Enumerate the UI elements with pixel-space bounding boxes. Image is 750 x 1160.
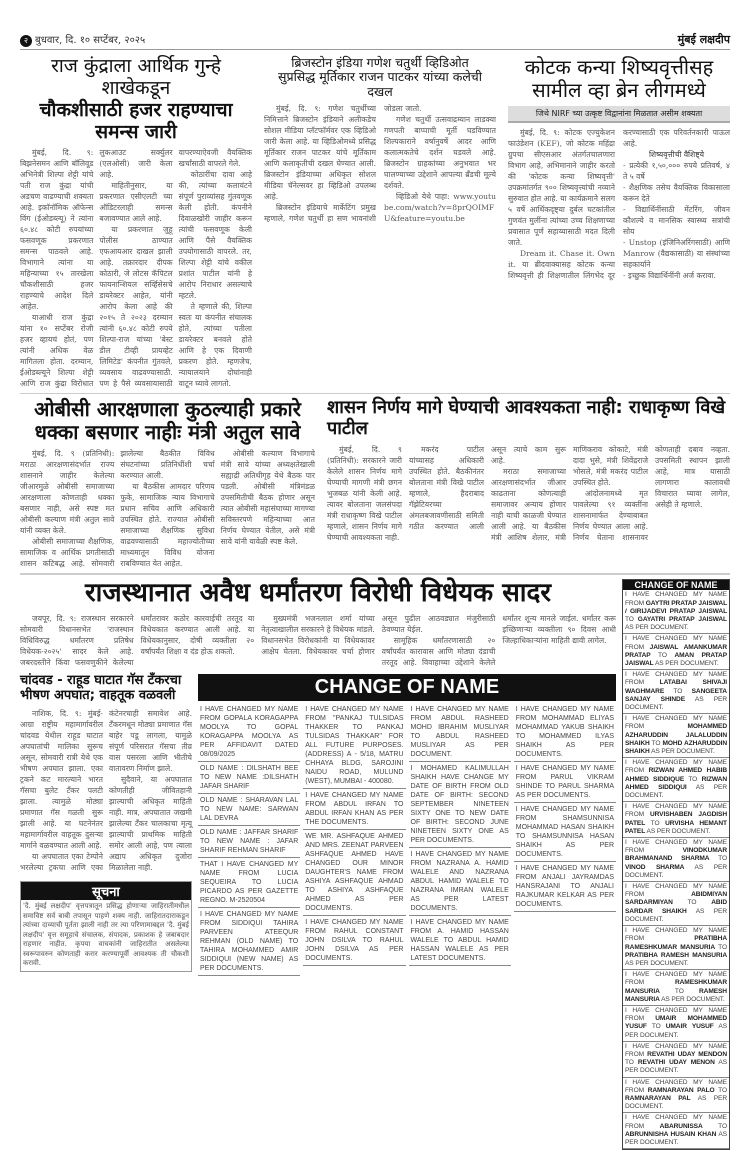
change-of-name-title: CHANGE OF NAME [198, 674, 616, 701]
ad-text: REVATHI UDAY MENON [637, 1059, 715, 1067]
classified-ad: I HAVE CHANGED MY NAME FROM RAHUL CONSTANT JOHN DSILVA TO RAHUL JOHN DSILVA AS PER DOCUMENTS. [303, 916, 405, 966]
paragraph: जयपूर, दि. ९: राजस्थान सरकारने सोमवारी विधानसभेत 'राजस्थान विधिविरुद्ध धर्मांतरण प्रतिषेध विधेयक-२०२५' सादर केले आहे. जबरदस्तीने किंवा फसवणुकीने केलेल्या धर्मांतरावर कठोर कारवाईची तरतूद या विधेयकात करण्यात आली आहे. या विधेयकानुसार, दोषी व्यक्तीला २० वर्षांपर्यंत शिक्षा व दंड होऊ शकतो. [20, 614, 255, 668]
change-of-name-sidebar [622, 579, 730, 1150]
article-shasan-nirnay [327, 398, 730, 542]
classified-ad: WE MR. ASHFAQUE AHMED AND MRS. ZEENAT PARVEEN ASHFAQUE AHMED HAVE CHANGED OUR MINOR DAUGHTER'S NAME FROM ASHIYA ASHFAQUE AHMAD TO ASHIYA ASHFAQUE AHMED AS PER DOCUMENTS. [303, 830, 405, 916]
ad-text: UMAIR YUSUF [665, 1023, 714, 1031]
ad-text: MOHD AZHARUDDIN SHAIKH [625, 739, 727, 756]
article-rajasthan [20, 579, 616, 668]
ad-text: JAISWAL AMANKUMAR PRATAP [625, 643, 727, 659]
ad-text: MOHAMMED AZHARUDDIN JALALUDDIN SHAIKH [625, 723, 727, 747]
ad-text: URVISHABEN JAGDISH PATEL [625, 811, 728, 827]
ad-text: RAMNARAYAN PAL [625, 1094, 691, 1102]
article-bridgestone [264, 56, 496, 224]
classified-ads-list [623, 590, 729, 1149]
classified-ads-list [198, 703, 616, 976]
date-text: बुधवार, दि. १० सप्टेंबर, २०२५ [35, 35, 146, 46]
ad-text: TO [718, 943, 727, 951]
ad-text: AS PER DOCUMENT. [625, 1094, 727, 1111]
paragraph: याआधी राज कुंद्रा यांना १० सप्टेंबर रोजी हजर व्हायचं होतं, पण त्यांनी अधिक वेळ मागितला होता. दरम्यान, ईओडब्ल्यूने शिल्पा शेट्टी आणि राज कुंद्रा विरोधात लुकआउट सर्क्युलर (एलओसी) जारी केला आहे. [20, 148, 173, 389]
ad-text: TO [625, 615, 638, 623]
paragraph: Dream it. Chase it. Own it. या ब्रीदवाक्यासह कोटक कन्या शिष्यवृत्ती ही शिक्षणातील लिंगभेद दूर करण्यासाठी एक परिवर्तनकारी पाऊल आहे. [508, 128, 730, 280]
article-kotak [508, 56, 730, 281]
article-body [20, 147, 252, 389]
masthead: मुंबई लक्षदीप [677, 33, 730, 46]
classified-ad [623, 838, 729, 882]
paragraph: गणेश चतुर्थी उत्सवाद्रम्यान लाडक्या गणपती बाप्पाची मूर्ती घडविण्यात शिल्पकाराने वर्षानुवर्षे आदर आणि कलात्मकतेचे दर्शन घडवले आहे. ब्रिजस्टोन ग्राहकांच्या अनुभवात भर घालण्याच्या उद्देशाने आपल्या ब्रँडची मूल्ये दर्शवते. [384, 115, 496, 191]
notice-text: 'दै. मुंबई लक्षदीप' वृत्तपत्रातून प्रसिद्ध होणाऱ्या जाहिरातीमधील समाविष्ट सर्व बाबी तपासून पाहणे शक्य नाही. जाहिरातदाराकडून त्यांच्या दाव्याची पूर्तता झाली नाही तर त्या परिणामाबद्दल 'दै. मुंबई लक्षदीप' वृत्त समूहाचे संचालक, संपादक, प्रकाशक हे जबाबदार राहणार नाहीत. कृपया वाचकांनी जाहिरातीत असलेल्या स्वरूपावरुन कोणताही करार करण्यापूर्वी आवश्यक ती चौकशी करावी. [23, 902, 189, 968]
paragraph: नाशिक, दि. ९: मुंबई-आग्रा राष्ट्रीय महामार्गावरील चांदवड येथील राहूड घाटात अपघातांची मालिका सुरूच असून, सोमवारी रात्री येथे एक भीषण अपघात झाला. एका ट्रकने कट मारल्याने भारत गॅसचा बुलेट टँकर पलटी झाला. त्यामुळे मोठ्या प्रमाणात गॅस गळती सुरू झाली आहे. या घटनेनंतर महामार्गावरील वाहतूक दुसऱ्या मार्गाने वळवण्यात आली आहे. [20, 709, 103, 851]
classified-ad: I HAVE CHANGED MY NAME FROM SHAMSUNNISA MOHAMMAD HASAN SHAIKH TO SHAMSUNNISA HASAN SHAIKH AS PER DOCUMENTS. [514, 803, 616, 862]
headline: सामील व्हा ब्रेन लीगमध्ये [532, 78, 706, 102]
classified-ad [623, 926, 729, 970]
ad-text: AS PER DOCUMENT. [625, 695, 727, 712]
ad-text: RIZWAN AHMED HABIB AHMED SIDDIQUE [625, 767, 727, 783]
ad-text: TO [651, 1023, 666, 1031]
ad-text: I HAVE CHANGED MY NAME FROM [625, 759, 727, 775]
article-obc [20, 398, 315, 569]
ad-text: ABRUNNISHA HUSAIN KHAN [625, 1130, 717, 1138]
ad-text: AS PER DOCUMENT. [625, 863, 727, 879]
classified-ad [623, 758, 729, 802]
article-body [264, 103, 496, 224]
paragraph: सामूहिक धर्मांतरणासाठी २० वर्षांपर्यंत कारावास आणि मोठ्या दंडाची तरतूद आहे. विवाहाच्या उद्देशाने केलेले धर्मांतर शून्य मानले जाईल. धर्मांतर करू इच्छिणाऱ्या व्यक्तीला ९० दिवस आधी जिल्हाधिकाऱ्यांना माहिती द्यावी लागेल. [381, 614, 616, 668]
ad-text: I HAVE CHANGED MY NAME FROM [625, 839, 727, 855]
feature-item: - शैक्षणिक तसेच वैयक्तिक विकासाला करून देते [623, 183, 730, 203]
ad-text: AS PER DOCUMENT. [654, 660, 719, 667]
classified-ad: OLD NAME : DILSHATH BEE TO NEW NAME :DILSHATH JAFAR SHARIF [198, 762, 300, 794]
classified-ad [623, 714, 729, 758]
ad-text: VINOD SHARMA [625, 863, 685, 871]
article-body [20, 613, 616, 668]
ad-text: I HAVE CHANGED MY NAME FROM [625, 927, 727, 943]
feature-item: - इच्छुक विद्यार्थिनींनी अर्ज करावा. [623, 271, 716, 280]
classified-ad: I HAVE CHANGED MY NAME FROM A. HAMID HASSAN WALELE TO ABDUL HAMID HASSAN WALELE AS PER LATEST DOCUMENTS. [409, 916, 511, 966]
headline: राज कुंद्राला आर्थिक गुन्हे शाखेकडून [51, 55, 221, 99]
left-lower-column [20, 674, 192, 971]
features-title: शिष्यवृत्तीची वैशिष्ट्ये [648, 150, 705, 159]
paragraph: मराठा समाजाच्या आरक्षणासंदर्भात जीआर काढताना कोणत्याही समाजावर अन्याय होणार नाही याची काळजी घेण्यात आली आहे. या बैठकीस मंत्री आशिष शेलार, मंत्री माणिकराव कोकाटे, मंत्री दादा भुसे, मंत्री शिवेंद्रराजे भोसले, मंत्री मकरंद पाटील उपस्थित होते. [491, 444, 648, 542]
classified-ad: I HAVE CHANGED MY NAME FROM PARUL VIKRAM SHINDE TO PARUL SHARMA AS PER DOCUMENTS. [514, 762, 616, 803]
ad-text: AS PER DOCUMENT. [625, 907, 727, 923]
classified-ad: I HAVE CHANGED MY NAME FROM ABDUL RASHEED MOHD IBRAHIM MUSLIYAR TO ABDUL RASHEED MUSLIYAR AS PER DOCUMENT. [409, 703, 511, 762]
ad-text: TO [673, 687, 692, 695]
ad-text: ABIDMIYAN SARDARMIYAN [625, 891, 727, 907]
ad-text: ABID SARDAR SHAIKH [625, 899, 727, 915]
ad-text: TO [687, 899, 712, 907]
classified-ad: I HAVE CHANGED MY NAME FROM GOPALA KORAGAPPA MOOLYA TO GOPAL KORAGAPPA MOOLYA AS PER AFFIDAVIT DATED 08/09/2025 [198, 703, 300, 762]
classified-ad: I HAVE CHANGED MY NAME FROM ABDUL IRFAN TO ABDUL IRFAN KHAN AS PER THE DOCUMENTS. [303, 789, 405, 830]
ad-text: AMAN PRATAP JAISWAL [625, 651, 727, 667]
divider [20, 573, 730, 575]
ad-text: I HAVE CHANGED MY NAME FROM [625, 635, 727, 651]
paragraph: मुंबई, दि. ९ (प्रतिनिधी): सरकारने जारी केलेले शासन निर्णय मागे घेण्याची मागणी मंत्री छगन भुजबळ यांनी केली आहे. त्यावर बोलताना जलसंपदा मंत्री राधाकृष्ण विखे पाटील म्हणाले, शासन निर्णय मागे घेण्याची आवश्यकता नाही. [327, 444, 402, 542]
notice-box [20, 881, 192, 972]
ad-text: REVATHI UDAY MENDON [647, 1050, 727, 1058]
notice-title: सूचना [21, 882, 191, 900]
classified-ad [623, 882, 729, 926]
paragraph: मकरंद पाटील यांच्यासह अधिकारी उपस्थित होते. बैठकीनंतर बोलताना मंत्री विखे पाटील म्हणाले, हैदराबाद गॅझेटियरच्या अंमलबजावणीसाठी समिती गठीत करण्यात आली असून त्याचे काम सुरू आहे. [409, 444, 566, 531]
classified-ad [623, 1078, 729, 1114]
issue-date [20, 32, 145, 47]
ad-text: TO [718, 855, 727, 863]
ad-text: AS PER DOCUMENT. [661, 995, 725, 1003]
classified-ad: I HAVE CHANGED MY NAME FROM SIDDIQUI TAHIRA PARVEEN ATEEQUR REHMAN (OLD NAME) TO TAHIRA MOHAMMED AMIR SIDDIQUI (NEW NAME) AS PER DOCUMENTS. [198, 908, 300, 976]
paragraph: या प्रकरणात जुहू पोलीस ठाण्यात एफआयआर दाखल झाली आहे. तक्रारदार दीपक कोठारी, जे लोटस कॅपिटल फायनान्शियल सर्व्हिसेसचे डायरेक्टर आहेत, यांनी आरोप केला आहे की २०१५ ते २०२३ दरम्यान त्यांनी ६०.४८ कोटी रुपये शिल्पा-राज यांच्या 'बेस्ट डील टीव्ही प्रायव्हेट लिमिटेड' कंपनीत गुंतवले, व्यवसाय वाढवण्यासाठी. पण हे पैसे व्यवसायासाठी वापरण्याऐवजी वैयक्तिक खर्चांसाठी वापरले गेले. [99, 148, 252, 389]
ad-text: AS PER DOCUMENT. [625, 1059, 728, 1075]
ad-text: VINODKUMAR BRAHMANAND SHARMA [625, 847, 727, 863]
ad-text: I HAVE CHANGED MY NAME FROM [625, 671, 727, 687]
classified-ad [623, 1006, 729, 1042]
ad-text: PRATIBHA RAMESH MANSURIA [625, 951, 727, 959]
ad-text: AS PER DOCUMENT. [625, 624, 689, 632]
paragraph: ते म्हणाले की, शिल्पा स्वतः या कंपनीत संचालक होते, त्यांच्या पतीला डायरेक्टर बनवले होते आणि हे एक दिवाणी प्रकरण होते. म्हणजेच, न्यायालयाने दोघांनाही वाटून घ्यावे लागतो. [178, 302, 252, 389]
ad-text: RAMNARAYAN PALO [647, 1086, 715, 1094]
change-of-name-classifieds [198, 674, 616, 976]
feature-item: - प्रत्येकी १,५०,००० रुपये प्रतिवर्ष, ४ ते ५ वर्षे [623, 161, 730, 181]
paragraph: ओबीसी समाजाच्या शैक्षणिक, सामाजिक व आर्थिक प्रगतीसाठी शासन कटिबद्ध आहे. सोमवारी झालेल्या बैठकीत विविध संघटनांच्या प्रतिनिधींशी चर्चा करण्यात आली. [20, 449, 215, 569]
bottom-left-lower [20, 674, 616, 976]
ad-text: I HAVE CHANGED MY NAME FROM [625, 1042, 727, 1058]
classified-ad [623, 802, 729, 838]
paragraph: ओबीसी कल्याण विभागाचे मंत्री सावे यांच्या अध्यक्षतेखाली सह्याद्री अतिथीगृह येथे बैठक पार पडली. ओबीसी मंत्रिमंडळ उपसमितीची बैठक होणार असून त्यात ओबीसी महासंघाच्या मागण्या सविस्तरपणे महिन्याच्या आत निर्णय घेण्यात येतील, असे मंत्री सावे यांनी यावेळी स्पष्ट केले. [220, 449, 315, 547]
article-kundra [20, 56, 252, 389]
middle-stories-row [20, 398, 730, 569]
ad-text: RIZWAN AHMED SIDDIQUI [625, 775, 727, 791]
ad-text: RAMESH MANSURIA [625, 987, 727, 1003]
bottom-section [20, 579, 730, 1150]
article-body [20, 448, 315, 569]
classified-ad: I HAVE CHANGED MY NAME FROM ANJALI JAYRAMDAS HANSRAJANI TO ANJALI RAJKUMAR KELKAR AS PER DOCUMENTS. [514, 862, 616, 912]
ad-text: SANGEETA SANJAY SHINDE [625, 687, 727, 703]
ad-text: AS PER DOCUMENT. [651, 748, 715, 756]
bottom-left [20, 579, 616, 976]
article-body [508, 127, 730, 281]
ad-text: AS PER DOCUMENT. [646, 827, 711, 835]
paragraph: कोठारींचा दावा आहे की, त्यांच्या कलायंटने संपूर्ण पुराव्यांसह गुंतवणूक केली होती. कंपनीने दिवाळखोरी जाहीर करून त्यांची फसवणूक केली आणि पैसे वैयक्तिक उपयोगासाठी वापरले. तर, शिल्पा शेट्टी यांचे वकील प्रशांत पाटील यांनी हे आरोप निराधार असल्याचे म्हटले. [178, 170, 252, 301]
paragraph: मुख्यमंत्री भजनलाल शर्मा यांच्या नेतृत्वाखालील सरकारने हे विधेयक मांडले. विधानसभेत विरोधकांनी या विधेयकावर आक्षेप घेतला. विधेयकावर चर्चा होणार असून पुढील आठवड्यात मंजुरीसाठी ठेवण्यात येईल. [261, 614, 496, 657]
headline: राजस्थानात अवैध धर्मांतरण विरोधी विधेयक सादर [85, 578, 551, 609]
ad-text: AS PER DOCUMENT. [625, 1130, 727, 1146]
classified-ad: I MOHAMED KALIMULLAH SHAIKH HAVE CHANGE MY DATE OF BIRTH FROM OLD DATE OF BIRTH: SECOND SEPTEMBER NINETEEN SIXTY ONE TO NEW DATE OF BIRTH: SECOND JUNE NINETEEN SIXTY ONE AS PER DOCUMENTS. [409, 762, 511, 848]
paragraph: सुदैवाने, या अपघातात कोणतीही जीवितहानी झाल्याची अधिकृत माहिती नाही. मात्र, अपघातात जखमी झालेल्या टँकर चालकाचा मृत्यू झाल्याची प्राथमिक माहिती समोर आली आहे, पण त्याला अद्याप अधिकृत दुजोरा मिळालेला नाही. [109, 775, 192, 873]
paragraph: माहितीनुसार, या प्रकरणात एसीएलटी च्या ऑडिटरलाही समन्स बजावण्यात आले आहे. [99, 181, 173, 224]
paragraph: मुंबई, दि. ९ (प्रतिनिधी): मराठा आरक्षणासंदर्भात राज्य शासनाने जाहीर केलेल्या जीआरमुळे ओबीसी समाजाच्या आरक्षणाला कोणताही धक्का बसणार नाही, असे स्पष्ट मत ओबीसी कल्याण मंत्री अतुल सावे यांनी व्यक्त केले. [20, 449, 115, 536]
ad-text: TO [625, 1059, 638, 1067]
ad-text: AS PER DOCUMENT. [625, 783, 727, 800]
paragraph: मुंबई, दि. ९: बिझनेसमन आणि बॉलिवूड अभिनेत्री शिल्पा शेट्टी यांचे पती राज कुंद्रा यांची अडचण वाढण्याची शक्यता आहे. इकॉनॉमिक ऑफेन्स विंग (ईओडब्ल्यू) ने त्यांना ६०.४८ कोटी रुपयांच्या फसवणूक प्रकरणात समन्स पाठवले आहे. विभागाने त्यांना या महिन्याच्या १५ तारखेला चौकशीसाठी हजर राहण्याचे आदेश दिले आहेत. [20, 148, 94, 312]
paragraph: या अपघातात एका टेम्पोने भरलेल्या ट्रकचा आणि एका कंटेनरचाही समावेश आहे. टँकरमधून मोठ्या प्रमाणात गॅस बाहेर पडू लागला, यामुळे संपूर्ण परिसरात गॅसचा तीव्र वास पसरला आणि भीतीचे वातावरण निर्माण झाले. [20, 709, 192, 873]
ad-text: ABARUNISSA [659, 1122, 703, 1130]
headline: ओबीसी आरक्षणाला कुठल्याही प्रकारे [34, 397, 301, 422]
classified-ad: OLD NAME : SHARAVAN LAL TO NEW NAME: SARWAN LAL DEVRA [198, 794, 300, 826]
ad-text: TO [651, 739, 663, 747]
ad-text: I HAVE CHANGED MY NAME FROM [625, 715, 727, 731]
paragraph: ब्रिजस्टोन इंडियाचे मार्केटिंग प्रमुख म्हणाले, गणेश चतुर्थी हा सण भावनांशी जोडला जातो. [264, 104, 422, 224]
ad-text: GAYTRI PRATAP JAISWAL / GIRIJADEVI PRATAP JAISWAL [625, 599, 728, 615]
headline: सुप्रसिद्ध मूर्तिकार राजन पाटकर यांच्या कलेची दखल [278, 69, 482, 99]
classified-ad: THAT I HAVE CHANGED MY NAME FROM LUCIA SEQUEIRA TO LUCIA PICARDO AS PER GAZETTE REGNO. M-2520504 [198, 858, 300, 908]
ad-text: GAYATRI PRATAP JAISWAL [637, 615, 727, 623]
ad-text: PRATIBHA RAMESHKUMAR MANSURIA [625, 935, 727, 951]
paragraph: या बैठकीस आमदार परिणय फुके, सामाजिक न्याय विभागाचे प्रधान सचिव आणि अधिकारी उपस्थित होते. राज्यात ओबीसी समाजाच्या शैक्षणिक सुविधा वाढवण्यासाठी महाज्योतीच्या माध्यमातून विविध योजना राबविण्यात येत आहेत. [120, 482, 215, 569]
ad-text: AS PER DOCUMENT. [625, 959, 689, 967]
classified-ad: OLD NAME : JAFFAR SHARIF TO NEW NAME : JAFAR SHARIF REHMAN SHARIF [198, 826, 300, 858]
ad-text: UMAIR MOHAMMED YUSUF [625, 1015, 727, 1031]
classified-ad: I HAVE CHANGED MY NAME FROM NAZRANA A. HAMID WALELE AND NAZRANA ABDUL HAMID WALELE TO NAZRANA IMRAN WALELE AS PER LATEST DOCUMENTS. [409, 848, 511, 916]
paragraph: आंदोलनामध्ये मृत पावलेल्या ९१ व्यक्तींना शासनामार्फत देण्याबाबत निर्णय घेण्यात आला आहे. निर्णय घेताना शासनावर कोणताही दबाव नव्हता. उपसमिती स्थापन झाली आहे, मात्र यासाठी लागणारा कालावधी विचारात घ्यावा लागेल, असेही ते म्हणाले. [573, 444, 730, 542]
top-stories-row [20, 56, 730, 389]
classified-ad [623, 1042, 729, 1078]
article-body [327, 444, 730, 543]
ad-text: RAMESHKUMAR MANSURIA [625, 979, 727, 995]
ad-text: TO [674, 987, 699, 995]
article-chandwad [20, 674, 192, 873]
ad-text: I HAVE CHANGED MY NAME FROM [625, 1006, 727, 1023]
ad-text: I HAVE CHANGED MY NAME FROM [625, 591, 727, 607]
ad-text: TO [688, 775, 702, 783]
ad-text: TO [658, 651, 675, 659]
ad-text: I HAVE CHANGED MY NAME FROM [625, 1114, 727, 1130]
headline: ब्रिजस्टोन इंडिया गणेश चतुर्थी व्हिडिओत [291, 55, 469, 70]
paragraph: मुंबई, दि. ९: गणेश चतुर्थीच्या निमित्ताने ब्रिजस्टोन इंडियाने अलीकडेच सोशल मीडिया प्लॅटफॉर्मवर एक व्हिडिओ जारी केला आहे. या व्हिडिओमध्ये प्रसिद्ध मूर्तिकार राजन पाटकर यांचे मूर्तिकाम आणि कलाकृतीची दखल घेण्यात आली. ब्रिजस्टोन इंडियाच्या अधिकृत सोशल मीडिया चॅनेल्सवर हा व्हिडिओ उपलब्ध आहे. [264, 104, 376, 202]
classified-ad [623, 634, 729, 670]
divider [20, 393, 730, 394]
ad-text: I HAVE CHANGED MY NAME FROM [625, 1078, 727, 1094]
classified-ad [623, 670, 729, 714]
page-header [20, 30, 730, 50]
ad-text: URVISHA HEMANT PATEL [625, 819, 727, 835]
paragraph: मुंबई, दि. ९: कोटक एज्युकेशन फाउंडेशन (KEF), जो कोटक महिंद्रा ग्रुपचा सीएसआर अंतर्गतचालणारा विभाग आहे, अभिमानाने जाहीर करतो की 'कोटक कन्या शिष्यवृत्ती' उपक्रमांतर्गत ९०० शिष्यवृत्त्यांची नव्याने सुरुवात होत आहे. या कार्यक्रमाने सलग ५ वर्षे आर्थिकदृष्ट्या दुर्बल घटकांतील गुणवंत मुलींना त्यांच्या उच्च शिक्षणाच्या प्रवासात पूर्ण सहाय्यासाठी मदत दिली जाते. [508, 128, 615, 247]
ad-text: TO [718, 1122, 727, 1130]
headline: कोटक कन्या शिष्यवृत्तीसह [524, 55, 714, 79]
classified-ad: I HAVE CHANGED MY NAME FROM "PANKAJ TULSIDAS THAKKER TO PANKAJ TULSIDAS THAKKAR" FOR ALL FUTURE PURPOSES.(ADDRESS) A - 5/18, MATRU CHHAYA BLDG, SAROJINI NAIDU ROAD, MULUND (WEST), MUMBAI - 400080. [303, 703, 405, 789]
headline: धक्का बसणार नाहीः मंत्री अतुल सावे [34, 420, 301, 445]
headline: शासन निर्णय मागे घेण्याची आवश्यकता नाही: राधाकृष्ण विखे पाटील [327, 397, 726, 440]
ad-text: I HAVE CHANGED MY NAME FROM [625, 971, 727, 987]
page-number: २ [20, 35, 32, 47]
classified-ad [623, 970, 729, 1006]
headline: चांदवड - राहूड घाटात गॅस टँकरचा भीषण अपघात; वाहतूक वळवली [20, 673, 182, 704]
classified-ad [623, 590, 729, 634]
classified-ad: I HAVE CHANGED MY NAME FROM MOHAMMAD ELIYAS MOHAMMAD YAKUB SHAIKH TO MOHAMMED ILYAS SHAIKH AS PER DOCUMENTS. [514, 703, 616, 762]
article-body [20, 708, 192, 873]
subheadline: जिथे NIRF च्या उत्कृष्ट विद्वानांना मिळतात असीम शक्यता [508, 106, 730, 123]
feature-item: - Unstop (इंजिनिअरिंगसाठी) आणि Manrow (वैद्यकासाठी) या संस्थांच्या सहकार्याने [623, 238, 730, 269]
ad-text: I HAVE CHANGED MY NAME FROM [625, 803, 727, 819]
ad-text: TO [718, 1086, 727, 1094]
headline: चौकशीसाठी हजर राहण्याचा समन्स जारी [39, 98, 233, 143]
classified-ad [623, 1113, 729, 1149]
paragraph: व्हिडिओ येथे पाहा: www.youtube.com/watch?v=8prQOIMFU&feature=youtu.be [384, 192, 496, 224]
ad-text: TO [650, 819, 666, 827]
ad-text: I HAVE CHANGED MY NAME FROM [625, 883, 727, 899]
change-of-name-title: CHANGE OF NAME [623, 580, 729, 590]
ad-text: LATABAI SHIVAJI WAGHMARE [625, 679, 728, 695]
feature-item: - विद्यार्थिनींसाठी मेंटरिंग, जीवन कौशल्ये व मानसिक स्वास्थ्य सत्रांची सोय [623, 205, 730, 236]
ad-text: AS PER DOCUMENT. [625, 1023, 727, 1039]
